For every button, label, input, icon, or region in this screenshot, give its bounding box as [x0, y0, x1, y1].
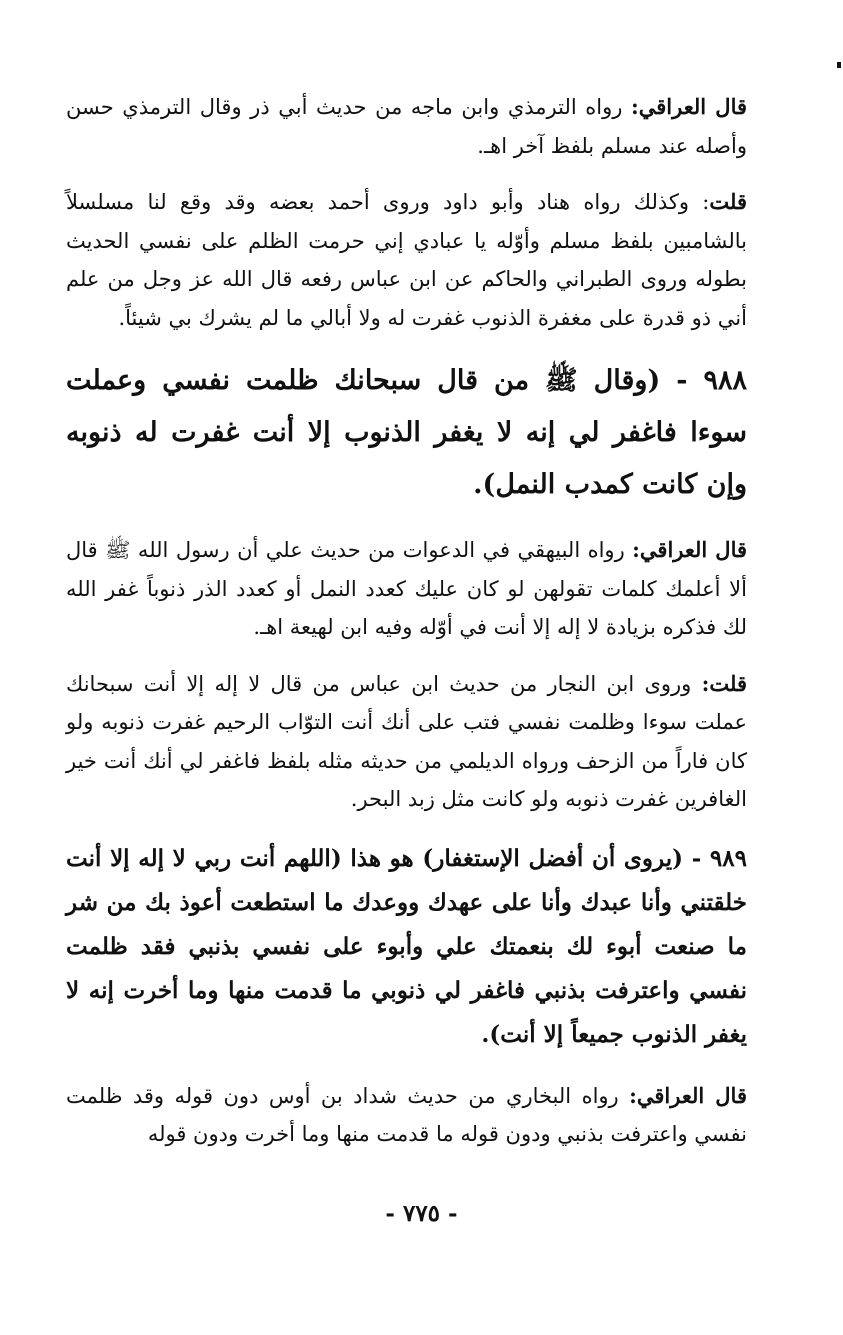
commentary-text: رواه الترمذي وابن ماجه من حديث أبي ذر وقال الترمذي حسن وأصله عند مسلم بلفظ آخر اهـ. — [66, 95, 747, 158]
commentary-lead: قال العراقي: — [632, 537, 748, 562]
page-number: - ٧٧٥ - — [385, 1200, 458, 1227]
commentary-iraqi-2 — [66, 531, 747, 647]
hadith-number: ٩٨٩ - — [691, 844, 747, 872]
commentary-lead: قال العراقي: — [631, 94, 748, 119]
commentary-iraqi-1 — [66, 88, 747, 165]
commentary-qultu-1 — [66, 183, 747, 337]
commentary-qultu-2 — [66, 665, 747, 819]
scan-edge-mark — [837, 62, 841, 68]
commentary-text: رواه البيهقي في الدعوات من حديث علي أن رسول الله ﷺ قال ألا أعلمك كلمات تقولهن لو كان عليك كعدد النمل أو كعدد الذر ذنوباً غفر الله لك فذكره بزيادة لا إله إلا أنت في أوّله وفيه ابن لهيعة اهـ. — [66, 538, 747, 639]
commentary-lead: قلت — [709, 189, 747, 214]
commentary-text: رواه البخاري من حديث شداد بن أوس دون قوله وقد ظلمت نفسي واعترفت بذنبي ودون قوله ما قدمت منها وما أخرت ودون قوله — [66, 1083, 747, 1146]
commentary-lead: قال العراقي: — [629, 1082, 747, 1108]
hadith-text: (يروى أن أفضل الإستغفار) هو هذا (اللهم أنت ربي لا إله إلا أنت خلقتني وأنا عبدك وأنا على عهدك ووعدك ما استطعت أعوذ بك من شر ما صنعت أبوء لك بنعمتك علي وأبوء على نفسي بذنبي فقد ظلمت نفسي واعترفت بذنبي فاغفر لي ذنوبي ما قدمت منها وما أخرت إنه لا يغفر الذنوب جميعاً إلا أنت). — [66, 844, 747, 1048]
commentary-lead: قلت: — [701, 670, 747, 696]
hadith-989 — [66, 837, 747, 1057]
hadith-number: ٩٨٨ - — [676, 365, 747, 396]
commentary-text: : وكذلك رواه هناد وأبو داود وروى أحمد بعضه وقد وقع لنا مسلسلاً بالشامبين بلفظ مسلم وأوّله يا عبادي إني حرمت الظلم على نفسي الحديث بطوله وروى الطبراني والحاكم عن ابن عباس رفعه قال الله عز وجل من علم أني ذو قدرة على مغفرة الذنوب غفرت له ولا أبالي ما لم يشرك بي شيئاً. — [66, 190, 747, 330]
hadith-text: (وقال ﷺ من قال سبحانك ظلمت نفسي وعملت سوءا فاغفر لي إنه لا يغفر الذنوب إلا أنت غفرت له ذنوبه وإن كانت كمدب النمل). — [66, 365, 747, 500]
commentary-text: وروى ابن النجار من حديث ابن عباس من قال لا إله إلا أنت سبحانك عملت سوءا وظلمت نفسي فتب على أنك أنت التوّاب الرحيم غفرت ذنوبه ولو كان فاراً من الزحف ورواه الديلمي من حديثه مثله بلفظ فاغفر لي أنك أنت خير الغافرين غفرت ذنوبه ولو كانت مثل زبد البحر. — [66, 671, 747, 811]
commentary-iraqi-3 — [66, 1077, 747, 1154]
hadith-988 — [66, 355, 747, 511]
